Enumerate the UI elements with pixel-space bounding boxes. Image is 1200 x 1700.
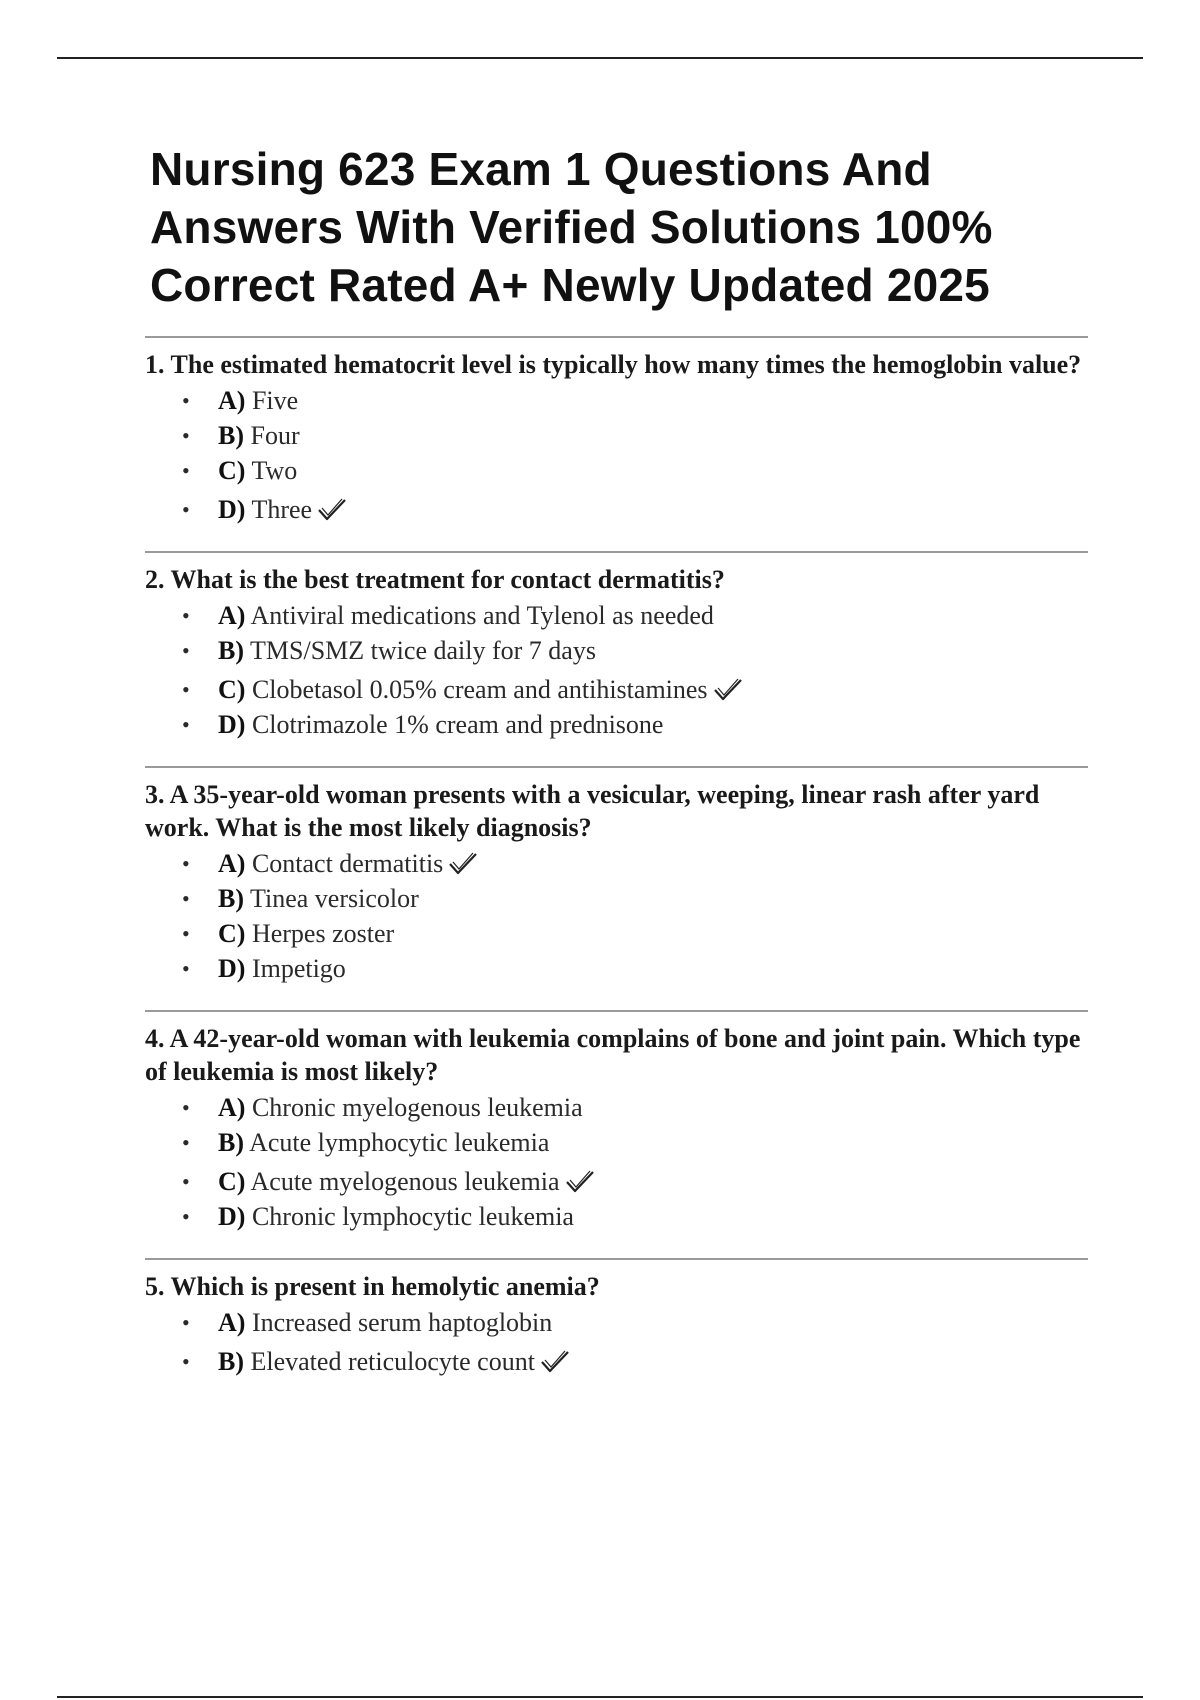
answer-option: [145, 916, 1088, 951]
option-text: Antiviral medications and Tylenol as needed: [250, 601, 714, 630]
option-letter: D): [218, 495, 246, 524]
option-text: Chronic myelogenous leukemia: [251, 1093, 583, 1122]
question-2: [145, 551, 1088, 742]
document-title: [150, 140, 1088, 314]
answer-option: [145, 633, 1088, 668]
bullet-icon: •: [182, 638, 190, 663]
option-text: Clotrimazole 1% cream and prednisone: [251, 710, 664, 739]
option-letter: C): [218, 456, 246, 485]
bullet-icon: •: [182, 388, 190, 413]
option-text: Acute lymphocytic leukemia: [249, 1128, 550, 1157]
answer-options: [145, 846, 1088, 986]
check-icon: [713, 677, 743, 703]
option-text: Impetigo: [251, 954, 346, 983]
option-letter: B): [218, 884, 244, 913]
option-text: Clobetasol 0.05% cream and antihistamines: [251, 675, 708, 704]
check-icon: [540, 1349, 570, 1375]
answer-option: [145, 418, 1088, 453]
option-text: Two: [251, 456, 298, 485]
title-line: Correct Rated A+ Newly Updated 2025: [150, 259, 990, 311]
option-letter: A): [218, 386, 246, 415]
option-text: Herpes zoster: [251, 919, 395, 948]
question-stem: 5. Which is present in hemolytic anemia?: [145, 1272, 600, 1301]
bullet-icon: •: [182, 886, 190, 911]
question-stem: 4. A 42-year-old woman with leukemia complains of bone and joint pain. Which type of leukemia is most likely?: [145, 1024, 1081, 1086]
option-text: Chronic lymphocytic leukemia: [251, 1202, 574, 1231]
bullet-icon: •: [182, 1349, 190, 1374]
option-letter: A): [218, 1308, 246, 1337]
option-text: Tinea versicolor: [250, 884, 419, 913]
option-letter: B): [218, 1128, 244, 1157]
answer-option: [145, 1125, 1088, 1160]
answer-option-correct: [145, 492, 1088, 527]
question-4: [145, 1010, 1088, 1234]
answer-options: [145, 598, 1088, 742]
answer-option: [145, 1090, 1088, 1125]
option-letter: A): [218, 849, 246, 878]
option-text: Three: [251, 495, 313, 524]
answer-option: [145, 383, 1088, 418]
bullet-icon: •: [182, 851, 190, 876]
page-top-rule: [57, 57, 1143, 59]
option-text: Elevated reticulocyte count: [250, 1347, 535, 1376]
document-content: [145, 140, 1088, 1379]
answer-option-correct: [145, 1164, 1088, 1199]
option-letter: B): [218, 1347, 244, 1376]
option-text: TMS/SMZ twice daily for 7 days: [250, 636, 596, 665]
bullet-icon: •: [182, 1130, 190, 1155]
option-text: Increased serum haptoglobin: [251, 1308, 553, 1337]
bullet-icon: •: [182, 603, 190, 628]
answer-option: [145, 453, 1088, 488]
check-icon: [448, 851, 478, 877]
check-icon: [565, 1169, 595, 1195]
bullet-icon: •: [182, 1095, 190, 1120]
option-letter: A): [218, 601, 246, 630]
bullet-icon: •: [182, 1310, 190, 1335]
answer-option: [145, 1305, 1088, 1340]
option-letter: D): [218, 710, 246, 739]
option-letter: B): [218, 636, 244, 665]
option-text: Acute myelogenous leukemia: [250, 1167, 560, 1196]
answer-option-correct: [145, 846, 1088, 881]
option-letter: B): [218, 421, 244, 450]
option-letter: C): [218, 919, 246, 948]
answer-options: [145, 383, 1088, 527]
bullet-icon: •: [182, 712, 190, 737]
answer-option: [145, 707, 1088, 742]
answer-option-correct: [145, 672, 1088, 707]
answer-option: [145, 951, 1088, 986]
option-text: Five: [251, 386, 299, 415]
bullet-icon: •: [182, 956, 190, 981]
question-stem: 3. A 35-year-old woman presents with a vesicular, weeping, linear rash after yard work. What is the most likely diagnosis?: [145, 780, 1040, 842]
bullet-icon: •: [182, 921, 190, 946]
page-bottom-rule: [57, 1696, 1143, 1698]
answer-options: [145, 1305, 1088, 1379]
answer-options: [145, 1090, 1088, 1234]
option-letter: C): [218, 1167, 246, 1196]
bullet-icon: •: [182, 1204, 190, 1229]
bullet-icon: •: [182, 1169, 190, 1194]
question-1: [145, 336, 1088, 527]
bullet-icon: •: [182, 497, 190, 522]
bullet-icon: •: [182, 458, 190, 483]
option-letter: D): [218, 954, 246, 983]
check-icon: [317, 497, 347, 523]
option-letter: C): [218, 675, 246, 704]
answer-option: [145, 598, 1088, 633]
bullet-icon: •: [182, 677, 190, 702]
question-stem: 1. The estimated hematocrit level is typically how many times the hemoglobin value?: [145, 350, 1082, 379]
answer-option-correct: [145, 1344, 1088, 1379]
option-letter: D): [218, 1202, 246, 1231]
question-5: [145, 1258, 1088, 1379]
title-line: Answers With Verified Solutions 100%: [150, 201, 993, 253]
answer-option: [145, 1199, 1088, 1234]
option-text: Four: [250, 421, 300, 450]
answer-option: [145, 881, 1088, 916]
question-3: [145, 766, 1088, 986]
question-stem: 2. What is the best treatment for contact dermatitis?: [145, 565, 725, 594]
option-text: Contact dermatitis: [251, 849, 444, 878]
option-letter: A): [218, 1093, 246, 1122]
title-line: Nursing 623 Exam 1 Questions And: [150, 143, 932, 195]
bullet-icon: •: [182, 423, 190, 448]
